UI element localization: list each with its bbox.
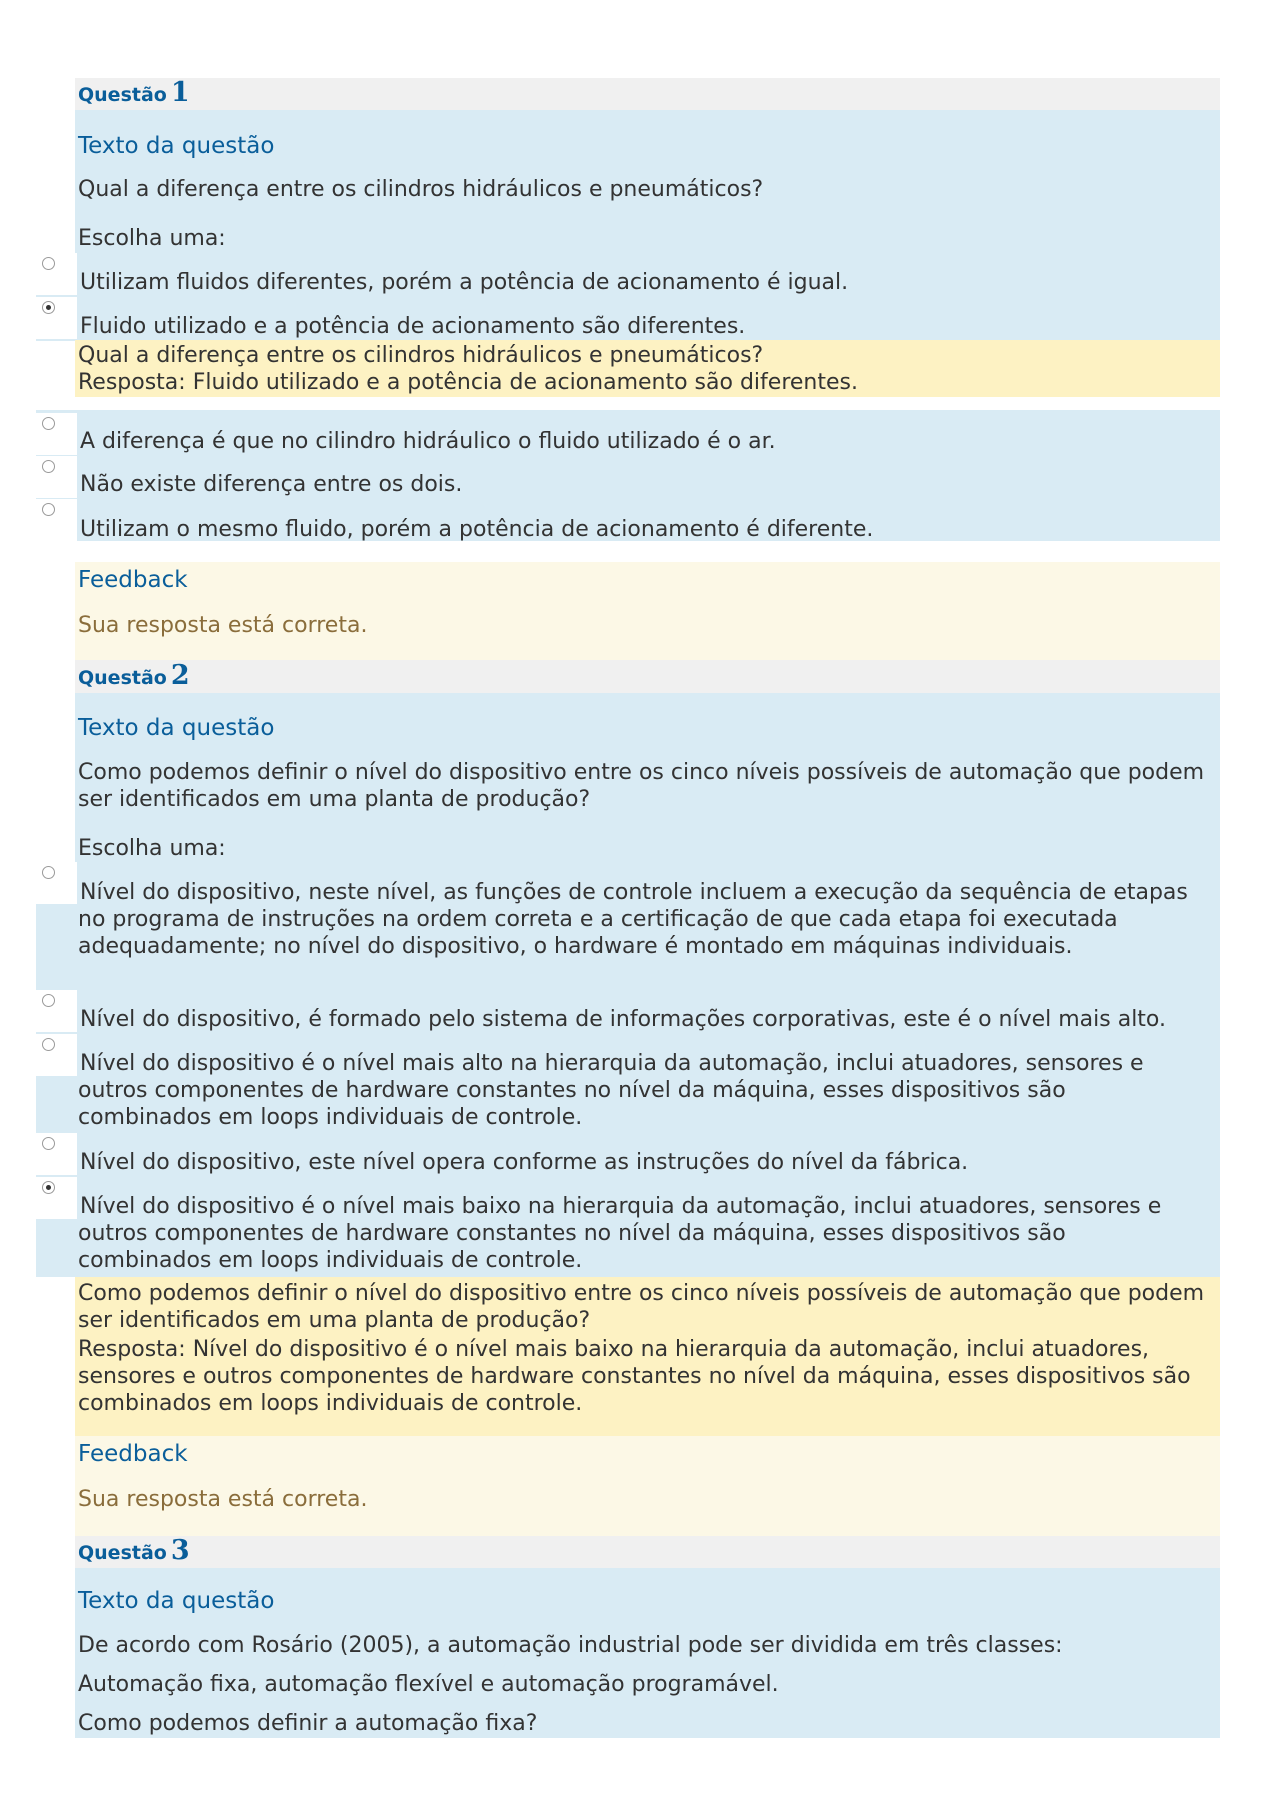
option-radio[interactable] <box>36 413 77 455</box>
option-label[interactable]: Utilizam fluidos diferentes, porém a potência de acionamento é igual. <box>80 270 849 295</box>
option-radio[interactable] <box>36 1034 77 1076</box>
option-label[interactable]: Nível do dispositivo, este nível opera conforme as instruções do nível da fábrica. <box>80 1150 969 1175</box>
question-text-heading: Texto da questão <box>78 1588 275 1614</box>
option-label[interactable]: Utilizam o mesmo fluido, porém a potência de acionamento é diferente. <box>80 517 874 542</box>
question-label: Questão <box>78 84 167 106</box>
choose-one-label: Escolha uma: <box>78 836 226 861</box>
option-label[interactable]: Nível do dispositivo, é formado pelo sistema de informações corporativas, este é o nível mais alto. <box>80 1007 1167 1032</box>
option-radio[interactable] <box>36 862 77 904</box>
option-label[interactable]: Nível do dispositivo é o nível mais baixo na hierarquia da automação, inclui atuadores, sensores e outros componentes de hardware constantes no nível da máquina, esses dispositivos são combinados em loops individuais de controle. <box>78 1194 1162 1273</box>
answer-text: Resposta: Nível do dispositivo é o nível mais baixo na hierarquia da automação, inclui atuadores, sensores e outros componentes de hardware constantes no nível da máquina, esses dispositivos são combinados em loops individuais de controle. <box>78 1337 1191 1416</box>
question-text-heading: Texto da questão <box>78 715 275 741</box>
choose-one-label: Escolha uma: <box>78 226 226 251</box>
option-label[interactable]: Nível do dispositivo é o nível mais alto na hierarquia da automação, inclui atuadores, sensores e outros componentes de hardware constantes no nível da máquina, esses dispositivos são combinados em loops individuais de controle. <box>78 1051 1144 1130</box>
option-label[interactable]: Fluido utilizado e a potência de acionamento são diferentes. <box>80 314 746 339</box>
option-radio[interactable] <box>36 456 77 498</box>
question-3-header <box>75 1536 1220 1568</box>
question-text: Como podemos definir o nível do dispositivo entre os cinco níveis possíveis de automação que podem ser identificados em uma planta de produção? <box>78 760 1205 812</box>
question-text-line: Automação fixa, automação flexível e automação programável. <box>78 1672 779 1697</box>
feedback-text: Sua resposta está correta. <box>78 1487 368 1512</box>
answer-text: Resposta: Fluido utilizado e a potência de acionamento são diferentes. <box>78 370 858 395</box>
question-label: Questão <box>78 667 167 689</box>
answer-question: Qual a diferença entre os cilindros hidráulicos e pneumáticos? <box>78 343 764 368</box>
feedback-text: Sua resposta está correta. <box>78 613 368 638</box>
question-number: 2 <box>170 660 190 691</box>
question-number: 3 <box>170 1535 190 1566</box>
question-text: Qual a diferença entre os cilindros hidráulicos e pneumáticos? <box>78 177 764 202</box>
option-radio[interactable] <box>36 499 77 541</box>
option-radio-selected[interactable] <box>36 297 77 339</box>
question-text-heading: Texto da questão <box>78 133 275 159</box>
option-radio[interactable] <box>36 1133 77 1175</box>
question-1-header <box>75 78 1220 110</box>
feedback-panel <box>75 562 1220 660</box>
option-radio-selected[interactable] <box>36 1177 77 1219</box>
question-text-line: Como podemos definir a automação fixa? <box>78 1711 538 1736</box>
answer-question: Como podemos definir o nível do dispositivo entre os cinco níveis possíveis de automação que podem ser identificados em uma planta de produção? <box>78 1281 1205 1333</box>
option-label[interactable]: Nível do dispositivo, neste nível, as funções de controle incluem a execução da sequência de etapas no programa de instruções na ordem correta e a certificação de que cada etapa foi executada adequadamente; no nível do dispositivo, o hardware é montado em máquinas individuais. <box>78 880 1188 959</box>
option-radio[interactable] <box>36 990 77 1032</box>
option-radio[interactable] <box>36 253 77 295</box>
question-text-line: De acordo com Rosário (2005), a automação industrial pode ser dividida em três classes: <box>78 1633 1063 1658</box>
feedback-heading: Feedback <box>78 567 188 593</box>
feedback-heading: Feedback <box>78 1441 188 1467</box>
option-label[interactable]: A diferença é que no cilindro hidráulico o fluido utilizado é o ar. <box>80 429 776 454</box>
question-2-header <box>75 660 1220 693</box>
option-label[interactable]: Não existe diferença entre os dois. <box>80 472 463 497</box>
question-label: Questão <box>78 1542 167 1564</box>
question-number: 1 <box>170 77 190 108</box>
